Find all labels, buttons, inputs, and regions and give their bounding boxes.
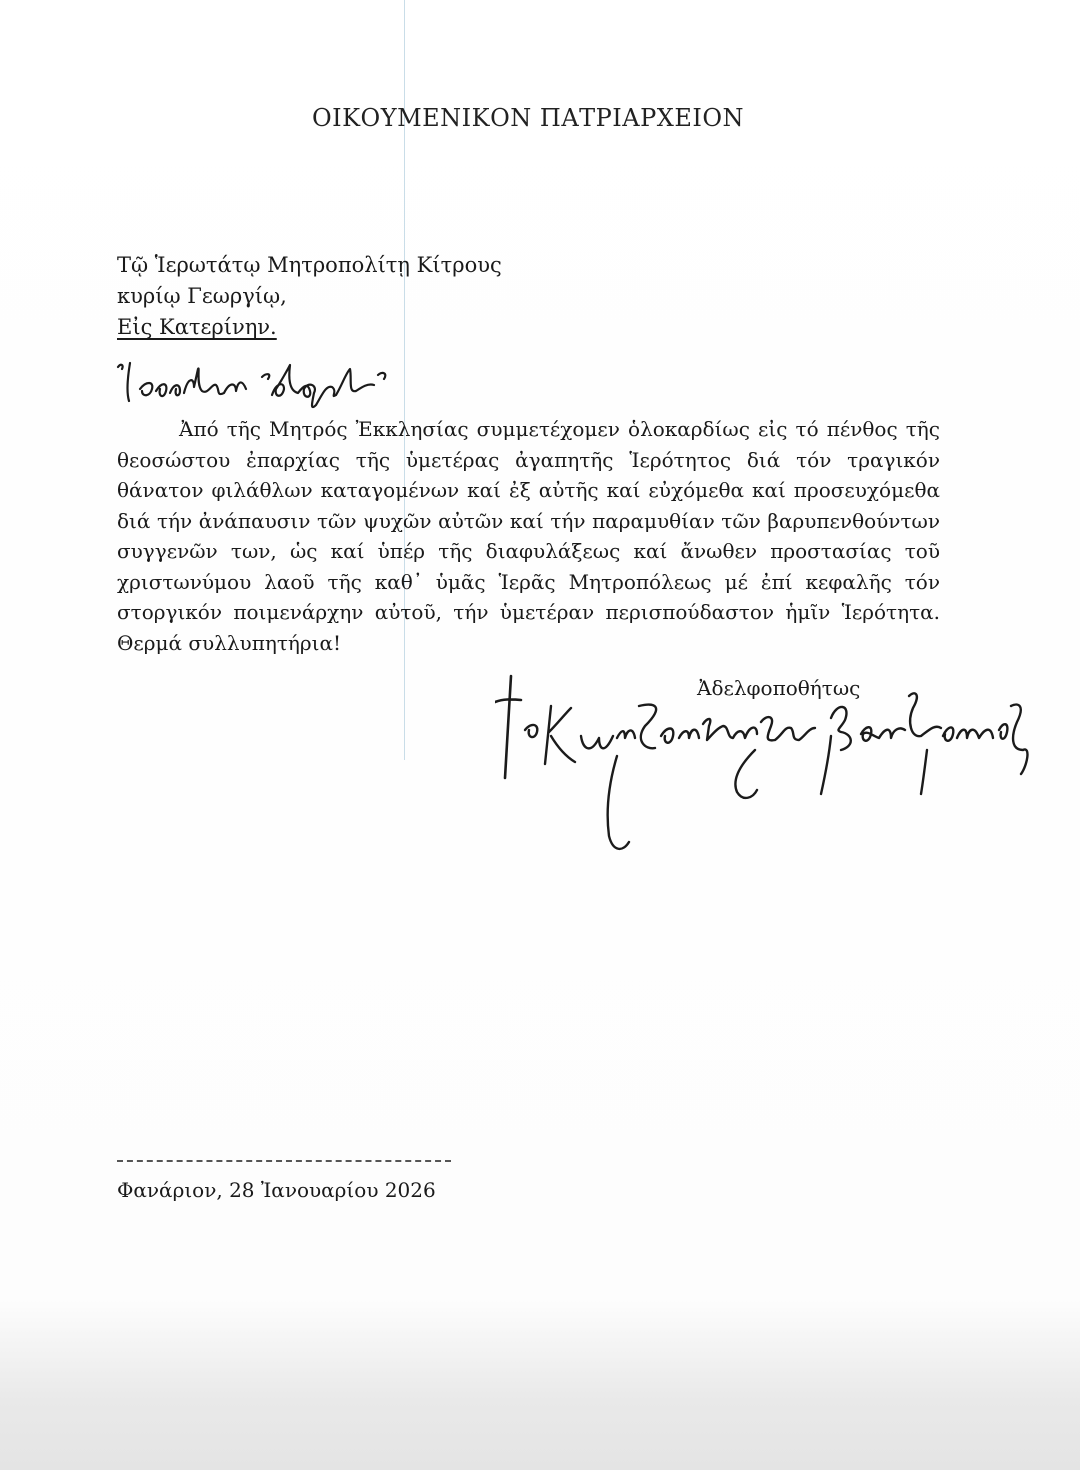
patriarch-signature: [495, 666, 1040, 856]
letterhead-title: ΟΙΚΟΥΜΕΝΙΚΟΝ ΠΑΤΡΙΑΡΧΕΙΟΝ: [311, 104, 745, 132]
addressee-line-2: κυρίῳ Γεωργίῳ,: [117, 284, 287, 308]
addressee-line-3: Εἰς Κατερίνην.: [117, 315, 277, 339]
addressee-block: [117, 250, 502, 343]
addressee-line-1: Τῷ Ἱερωτάτῳ Μητροπολίτῃ Κίτρους: [117, 253, 502, 277]
separator-rule: [117, 1160, 451, 1162]
handwritten-salutation: [112, 355, 412, 415]
place-and-date: Φανάριον, 28 Ἰανουαρίου 2026: [117, 1178, 436, 1202]
closing-phrase: Ἀδελφοποθήτως: [697, 676, 861, 700]
letter-body: Ἀπό τῆς Μητρός Ἐκκλησίας συμμετέχομεν ὁλοκαρδίως εἰς τό πένθος τῆς θεοσώστου ἐπαρχίας τῆς ὑμετέρας ἀγαπητῆς Ἱερότητος διά τόν τραγικόν θάνατον φιλάθλων καταγομένων καί ἐξ αὐτῆς καί εὐχόμεθα καί προσευχόμεθα διά τήν ἀνάπαυσιν τῶν ψυχῶν αὐτῶν καί τήν παραμυθίαν τῶν βαρυπενθούντων συγγενῶν των, ὡς καί ὑπέρ τῆς διαφυλάξεως καί ἄνωθεν προστασίας τοῦ χριστωνύμου λαοῦ τῆς καθ᾽ ὑμᾶς Ἱερᾶς Μητροπόλεως μέ ἐπί κεφαλῆς τόν στοργικόν ποιμενάρχην αὐτοῦ, τήν ὑμετέραν περισπούδαστον ἡμῖν Ἱερότητα. Θερμά συλλυπητήρια!: [117, 417, 940, 655]
